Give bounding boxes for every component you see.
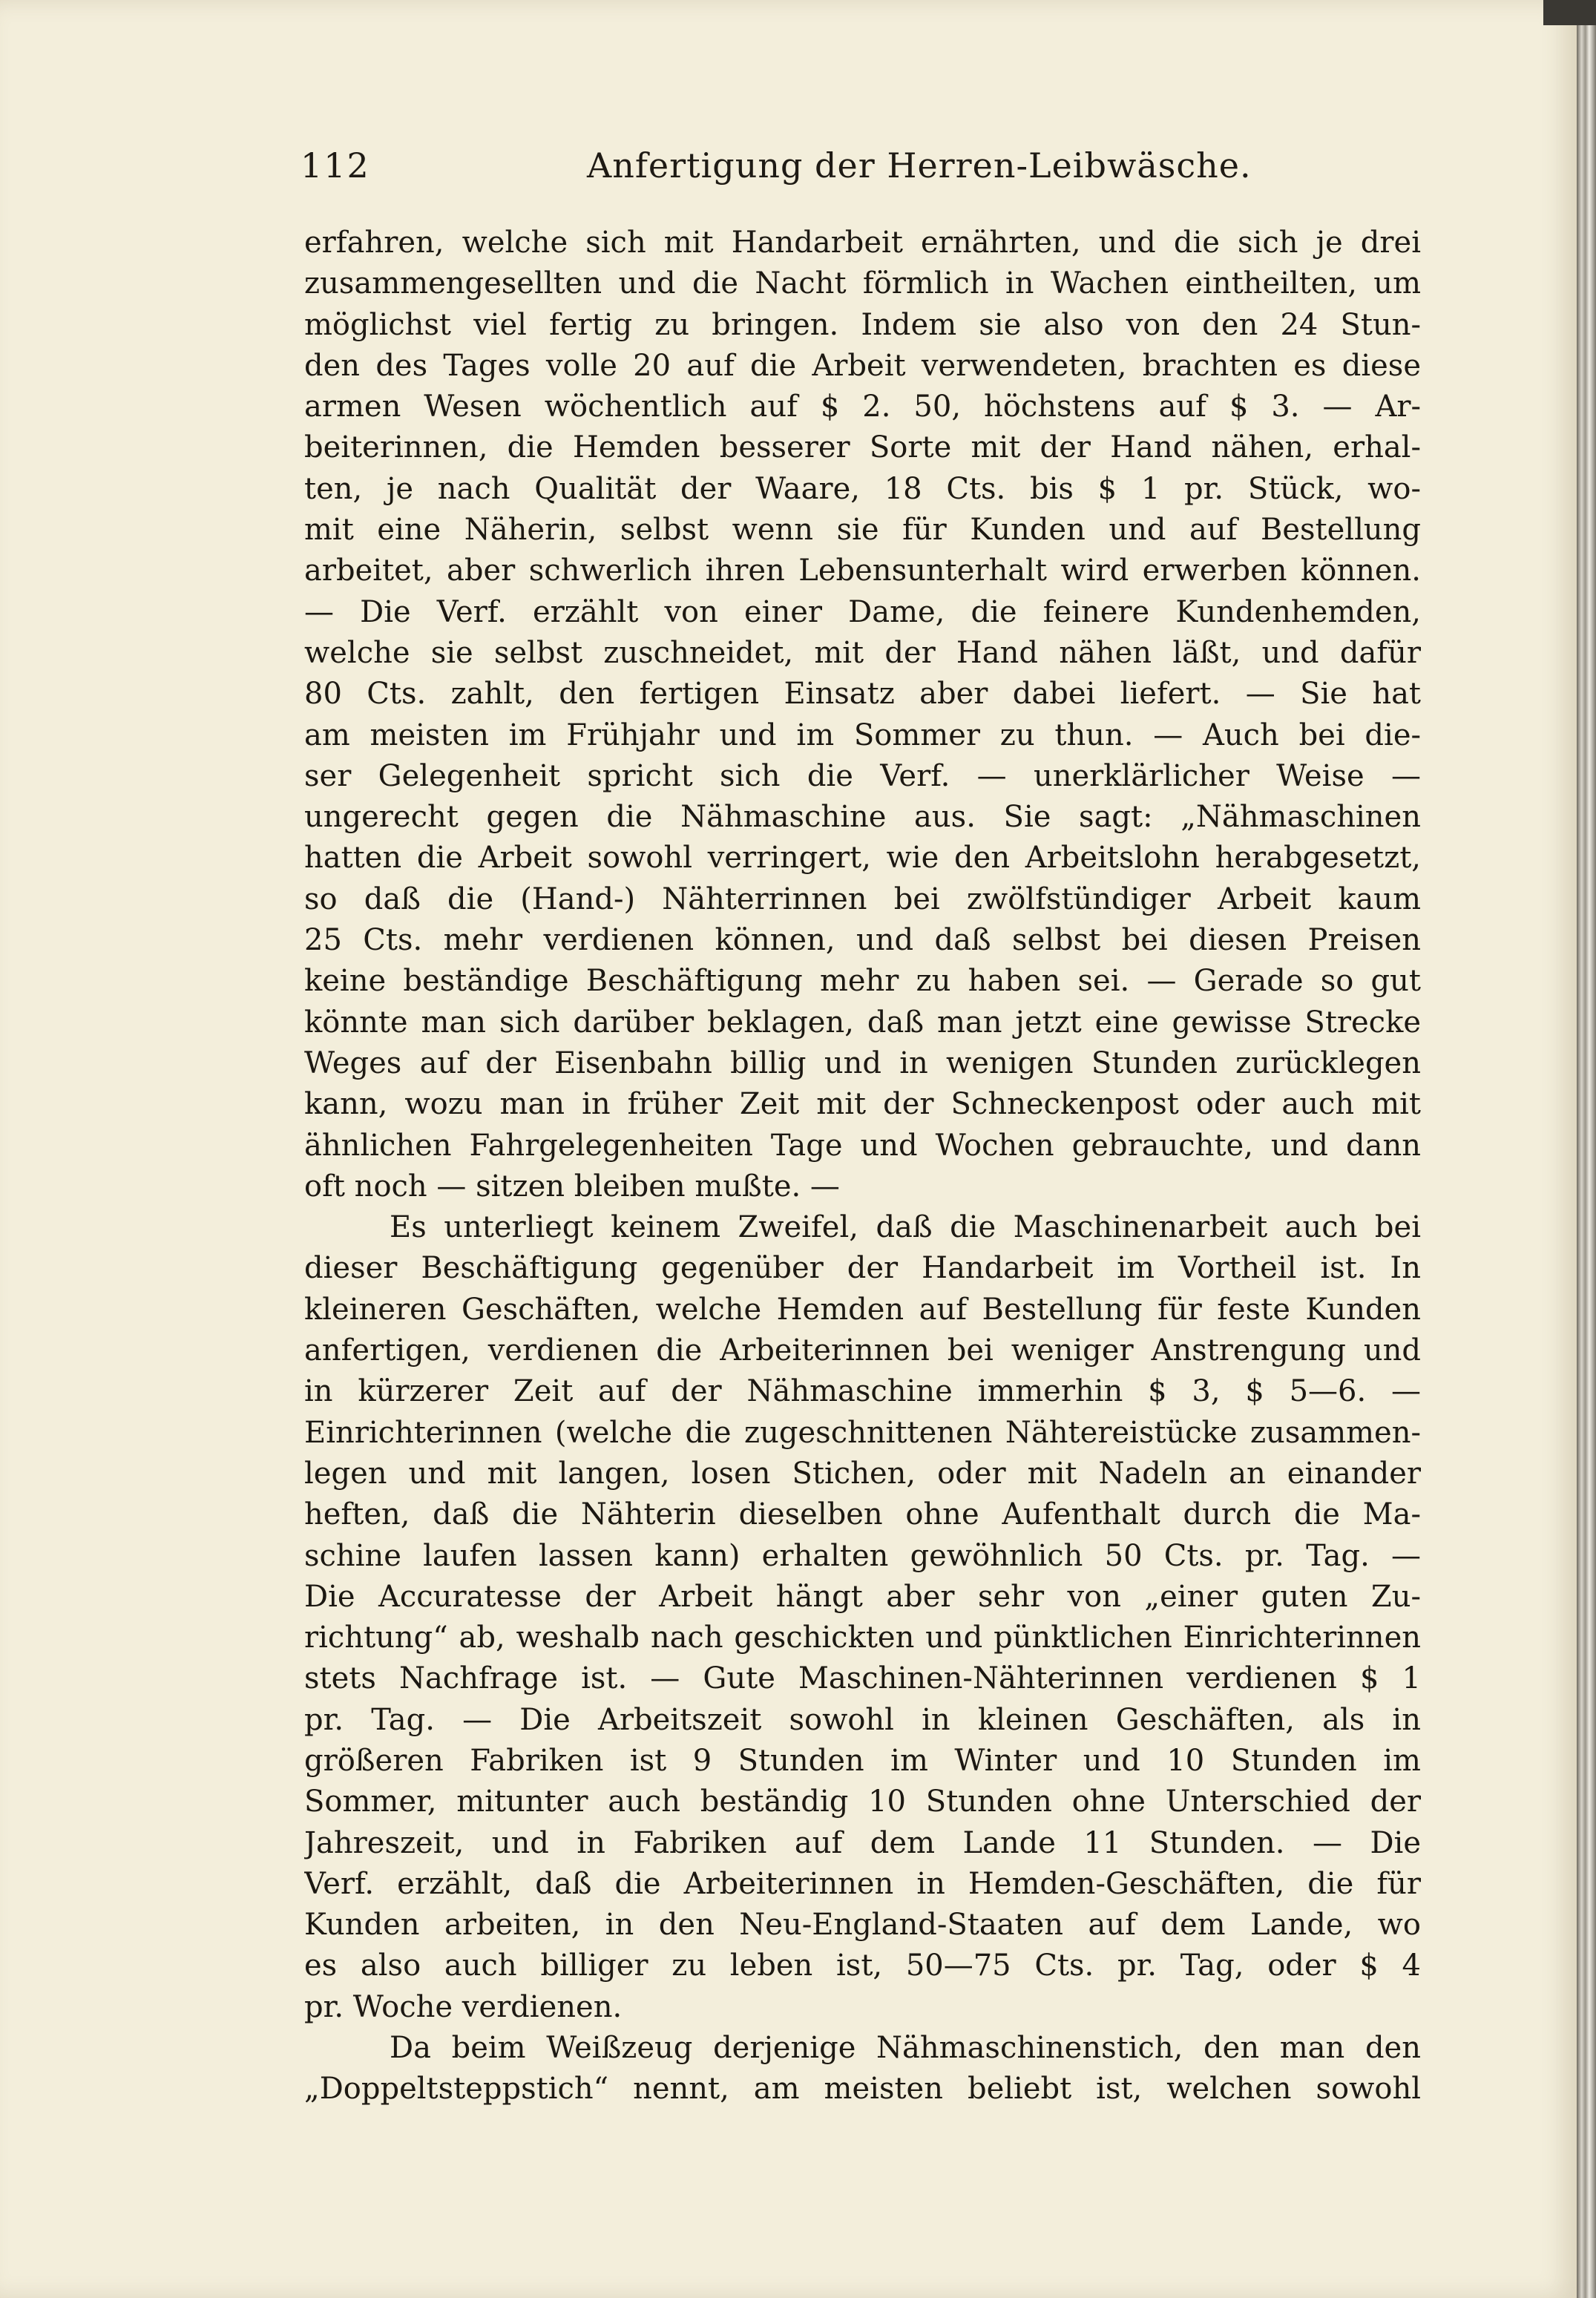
text-line: könnte man sich darüber beklagen, daß man jetzt eine gewisse Strecke <box>304 1005 1421 1040</box>
text-line: schine laufen lassen kann) erhalten gewöhnlich 50 Cts. pr. Tag. — <box>304 1538 1421 1573</box>
text-line: mit eine Näherin, selbst wenn sie für Kunden und auf Bestellung <box>304 513 1421 548</box>
text-line: ser Gelegenheit spricht sich die Verf. — unerklärlicher Weise — <box>304 758 1421 793</box>
text-line: Jahreszeit, und in Fabriken auf dem Lande 11 Stunden. — Die <box>304 1825 1421 1860</box>
text-line: armen Wesen wöchentlich auf $ 2. 50, höchstens auf $ 3. — Ar- <box>304 390 1421 424</box>
text-line: ähnlichen Fahrgelegenheiten Tage und Wochen gebrauchte, und dann <box>304 1128 1421 1163</box>
text-line: in kürzerer Zeit auf der Nähmaschine immerhin $ 3, $ 5—6. — <box>304 1374 1421 1409</box>
text-line: Verf. erzählt, daß die Arbeiterinnen in Hemden-Geschäften, die für <box>304 1866 1421 1901</box>
text-line: 80 Cts. zahlt, den fertigen Einsatz aber dabei liefert. — Sie hat <box>304 677 1421 712</box>
text-line: zusammengesellten und die Nacht förmlich in Wachen eintheilten, um <box>304 266 1421 301</box>
text-line: möglichst viel fertig zu bringen. Indem sie also von den 24 Stun- <box>304 307 1421 342</box>
paragraph-start-line: Da beim Weißzeug derjenige Nähmaschinenstich, den man den <box>390 2031 1421 2066</box>
page-number: 112 <box>301 145 370 186</box>
paragraph-end-line: pr. Woche verdienen. <box>304 1989 623 2024</box>
text-line: pr. Tag. — Die Arbeitszeit sowohl in kleinen Geschäften, als in <box>304 1702 1421 1737</box>
paragraph-start-line: Es unterliegt keinem Zweifel, daß die Maschinenarbeit auch bei <box>390 1210 1421 1245</box>
text-line: hatten die Arbeit sowohl verringert, wie den Arbeitslohn herabgesetzt, <box>304 841 1421 876</box>
text-line: richtung“ ab, weshalb nach geschickten und pünktlichen Einrichterinnen <box>304 1621 1421 1655</box>
text-line: legen und mit langen, losen Stichen, oder mit Nadeln an einander <box>304 1456 1421 1491</box>
text-line: welche sie selbst zuschneidet, mit der Hand nähen läßt, und dafür <box>304 635 1421 670</box>
text-line: dieser Beschäftigung gegenüber der Handarbeit im Vortheil ist. In <box>304 1251 1421 1286</box>
text-line: anfertigen, verdienen die Arbeiterinnen bei weniger Anstrengung und <box>304 1333 1421 1368</box>
text-line: ten, je nach Qualität der Waare, 18 Cts. bis $ 1 pr. Stück, wo- <box>304 471 1421 506</box>
text-line: Die Accuratesse der Arbeit hängt aber sehr von „einer guten Zu- <box>304 1579 1421 1614</box>
text-line: keine beständige Beschäftigung mehr zu haben sei. — Gerade so gut <box>304 964 1421 999</box>
text-line: Weges auf der Eisenbahn billig und in wenigen Stunden zurücklegen <box>304 1045 1421 1080</box>
text-line: heften, daß die Nähterin dieselben ohne Aufenthalt durch die Ma- <box>304 1497 1421 1532</box>
text-line: kleineren Geschäften, welche Hemden auf Bestellung für feste Kunden <box>304 1292 1421 1327</box>
running-head: Anfertigung der Herren-Leibwäsche. <box>587 145 1252 186</box>
paragraph-end-line: oft noch — sitzen bleiben mußte. — <box>304 1169 840 1204</box>
page-edge-shadow <box>1577 0 1596 2298</box>
text-line: — Die Verf. erzählt von einer Dame, die feinere Kundenhemden, <box>304 594 1421 629</box>
body-text <box>304 223 1421 2110</box>
book-binding-corner <box>1543 0 1596 25</box>
text-line: am meisten im Frühjahr und im Sommer zu thun. — Auch bei die- <box>304 718 1421 752</box>
text-line: „Doppeltsteppstich“ nennt, am meisten beliebt ist, welchen sowohl <box>304 2072 1421 2107</box>
text-line: stets Nachfrage ist. — Gute Maschinen-Nähterinnen verdienen $ 1 <box>304 1661 1421 1696</box>
text-line: größeren Fabriken ist 9 Stunden im Winter und 10 Stunden im <box>304 1743 1421 1778</box>
text-line: ungerecht gegen die Nähmaschine aus. Sie sagt: „Nähmaschinen <box>304 800 1421 835</box>
text-line: den des Tages volle 20 auf die Arbeit verwendeten, brachten es diese <box>304 348 1421 383</box>
text-line: kann, wozu man in früher Zeit mit der Schneckenpost oder auch mit <box>304 1087 1421 1122</box>
text-line: 25 Cts. mehr verdienen können, und daß selbst bei diesen Preisen <box>304 923 1421 958</box>
text-line: Einrichterinnen (welche die zugeschnittenen Nähtereistücke zusammen- <box>304 1415 1421 1450</box>
text-line: so daß die (Hand-) Nähterrinnen bei zwölfstündiger Arbeit kaum <box>304 882 1421 916</box>
text-line: erfahren, welche sich mit Handarbeit ernährten, und die sich je drei <box>304 226 1421 260</box>
text-line: beiterinnen, die Hemden besserer Sorte mit der Hand nähen, erhal- <box>304 430 1421 465</box>
page-header <box>301 145 1428 190</box>
text-line: Kunden arbeiten, in den Neu-England-Staaten auf dem Lande, wo <box>304 1908 1421 1943</box>
text-line: es also auch billiger zu leben ist, 50—75 Cts. pr. Tag, oder $ 4 <box>304 1949 1421 1983</box>
text-line: Sommer, mitunter auch beständig 10 Stunden ohne Unterschied der <box>304 1785 1421 1819</box>
text-line: arbeitet, aber schwerlich ihren Lebensunterhalt wird erwerben können. <box>304 554 1421 588</box>
